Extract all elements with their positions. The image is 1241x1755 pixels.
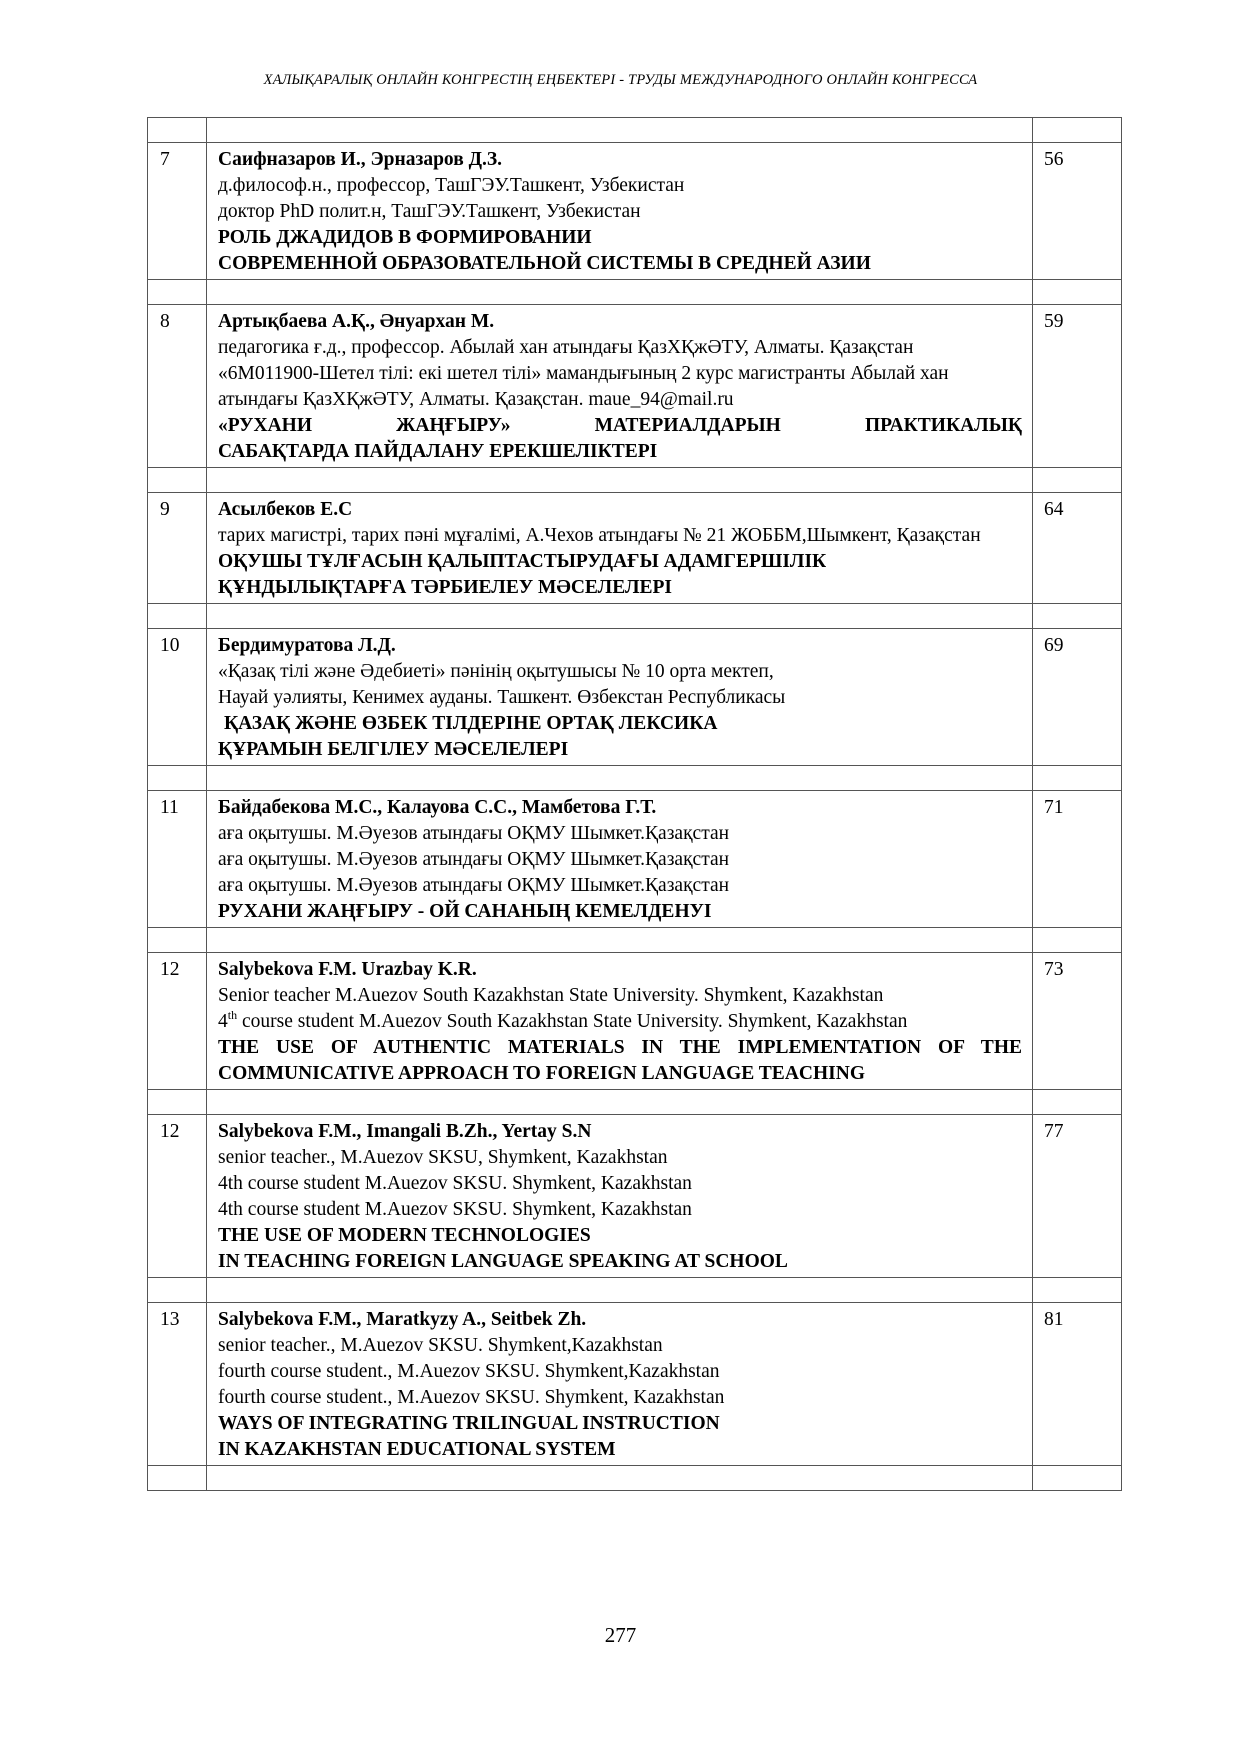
contents-entry	[148, 953, 1122, 1090]
entry-affiliation: доктор PhD полит.н, ТашГЭУ.Ташкент, Узбекистан	[218, 201, 641, 222]
entry-authors: Артықбаева А.Қ., Әнуархан М.	[218, 311, 495, 332]
entry-title-line: СОВРЕМЕННОЙ ОБРАЗОВАТЕЛЬНОЙ СИСТЕМЫ В СРЕДНЕЙ АЗИИ	[218, 253, 871, 274]
entry-affiliation: senior teacher., M.Auezov SKSU. Shymkent,Kazakhstan	[218, 1335, 663, 1356]
entry-page: 69	[1033, 629, 1122, 766]
entry-affiliation: педагогика ғ.д., профессор. Абылай хан атындағы ҚазХҚжӘТУ, Алматы. Қазақстан	[218, 337, 914, 358]
entry-body	[207, 1303, 1033, 1466]
entry-affiliation: Senior teacher M.Auezov South Kazakhstan State University. Shymkent, Kazakhstan	[218, 985, 884, 1006]
spacer-row	[148, 1090, 1122, 1115]
entry-title-line: IN KAZAKHSTAN EDUCATIONAL SYSTEM	[218, 1439, 616, 1460]
entry-authors: Salybekova F.M. Urazbay K.R.	[218, 959, 477, 980]
entry-body	[207, 1115, 1033, 1278]
entry-affiliation: 4th course student M.Auezov SKSU. Shymkent, Kazakhstan	[218, 1173, 692, 1194]
entry-number: 12	[148, 1115, 207, 1278]
spacer-row	[148, 468, 1122, 493]
entry-title-line: ҚҰНДЫЛЫҚТАРҒА ТӘРБИЕЛЕУ МӘСЕЛЕЛЕРІ	[218, 577, 672, 598]
entry-body	[207, 953, 1033, 1090]
contents-entry	[148, 143, 1122, 280]
entry-number: 7	[148, 143, 207, 280]
contents-entry	[148, 1303, 1122, 1466]
entry-authors: Бердимуратова Л.Д.	[218, 635, 396, 656]
entry-affiliation	[218, 1009, 1022, 1035]
entry-affiliation: аға оқытушы. М.Әуезов атындағы ОҚМУ Шымкет.Қазақстан	[218, 875, 730, 896]
entry-title-line: РУХАНИ ЖАҢҒЫРУ - ОЙ САНАНЫҢ КЕМЕЛДЕНУІ	[218, 901, 712, 922]
entry-number: 11	[148, 791, 207, 928]
entry-title-line: WAYS OF INTEGRATING TRILINGUAL INSTRUCTION	[218, 1413, 720, 1434]
entry-affiliation: «Қазақ тілі және Әдебиеті» пәнінің оқытушысы № 10 орта мектеп,	[218, 661, 774, 682]
entry-page: 59	[1033, 305, 1122, 468]
entry-title-line: ҚАЗАҚ ЖӘНЕ ӨЗБЕК ТІЛДЕРІНЕ ОРТАҚ ЛЕКСИКА	[224, 713, 718, 734]
contents-entry	[148, 629, 1122, 766]
spacer-row	[148, 928, 1122, 953]
affiliation-text: course student M.Auezov South Kazakhstan State University. Shymkent, Kazakhstan	[237, 1011, 908, 1032]
entry-body	[207, 493, 1033, 604]
entry-affiliation: д.философ.н., профессор, ТашГЭУ.Ташкент, Узбекистан	[218, 175, 685, 196]
contents-table	[147, 117, 1122, 1491]
entry-authors: Асылбеков Е.С	[218, 499, 353, 520]
entry-authors: Байдабекова М.С., Калауова С.С., Мамбетова Г.Т.	[218, 797, 657, 818]
entry-number: 13	[148, 1303, 207, 1466]
entry-title-line: САБАҚТАРДА ПАЙДАЛАНУ ЕРЕКШЕЛІКТЕРІ	[218, 441, 658, 462]
spacer-row	[148, 766, 1122, 791]
entry-number: 8	[148, 305, 207, 468]
spacer-row	[148, 280, 1122, 305]
entry-authors: Salybekova F.M., Imangali B.Zh., Yertay S.N	[218, 1121, 592, 1142]
entry-page: 56	[1033, 143, 1122, 280]
spacer-row	[148, 1466, 1122, 1491]
entry-title-line: ҚҰРАМЫН БЕЛГІЛЕУ МӘСЕЛЕЛЕРІ	[218, 739, 569, 760]
entry-page: 71	[1033, 791, 1122, 928]
entry-authors: Саифназаров И., Эрназаров Д.З.	[218, 149, 503, 170]
page-number: 277	[604, 1623, 637, 1647]
spacer-row	[148, 118, 1122, 143]
entry-page: 73	[1033, 953, 1122, 1090]
contents-entry	[148, 791, 1122, 928]
entry-title-line: IN TEACHING FOREIGN LANGUAGE SPEAKING AT SCHOOL	[218, 1251, 788, 1272]
entry-title-line: ОҚУШЫ ТҰЛҒАСЫН ҚАЛЫПТАСТЫРУДАҒЫ АДАМГЕРШІЛІК	[218, 551, 827, 572]
entry-affiliation: fourth course student., M.Auezov SKSU. Shymkent,Kazakhstan	[218, 1361, 720, 1382]
entry-page: 81	[1033, 1303, 1122, 1466]
running-header: ХАЛЫҚАРАЛЫҚ ОНЛАЙН КОНГРЕСТІҢ ЕҢБЕКТЕРІ - ТРУДЫ МЕЖДУНАРОДНОГО ОНЛАЙН КОНГРЕССА	[263, 72, 978, 88]
entry-title: THE USE OF AUTHENTIC MATERIALS IN THE IMPLEMENTATION OF THE COMMUNICATIVE APPROACH TO FOREIGN LANGUAGE TEACHING	[218, 1037, 1022, 1084]
entry-authors: Salybekova F.M., Maratkyzy A., Seitbek Zh.	[218, 1309, 587, 1330]
spacer-row	[148, 1278, 1122, 1303]
entry-affiliation: fourth course student., M.Auezov SKSU. Shymkent, Kazakhstan	[218, 1387, 725, 1408]
entry-body	[207, 305, 1033, 468]
spacer-row	[148, 604, 1122, 629]
entry-number: 10	[148, 629, 207, 766]
entry-affiliation: аға оқытушы. М.Әуезов атындағы ОҚМУ Шымкет.Қазақстан	[218, 823, 730, 844]
affiliation-ordinal: 4	[218, 1011, 228, 1032]
entry-affiliation: аға оқытушы. М.Әуезов атындағы ОҚМУ Шымкет.Қазақстан	[218, 849, 730, 870]
entry-number: 9	[148, 493, 207, 604]
entry-page: 77	[1033, 1115, 1122, 1278]
contents-entry	[148, 493, 1122, 604]
entry-affiliation: 4th course student M.Auezov SKSU. Shymkent, Kazakhstan	[218, 1199, 692, 1220]
entry-affiliation: тарих магистрі, тарих пәні мұғалімі, А.Чехов атындағы № 21 ЖОББМ,Шымкент, Қазақстан	[218, 525, 981, 546]
entry-body	[207, 143, 1033, 280]
entry-title-line: «РУХАНИ ЖАҢҒЫРУ» МАТЕРИАЛДАРЫН ПРАКТИКАЛЫҚ	[218, 415, 1022, 436]
entry-affiliation: senior teacher., M.Auezov SKSU, Shymkent, Kazakhstan	[218, 1147, 668, 1168]
entry-title-line: РОЛЬ ДЖАДИДОВ В ФОРМИРОВАНИИ	[218, 227, 592, 248]
contents-entry	[148, 1115, 1122, 1278]
entry-page: 64	[1033, 493, 1122, 604]
entry-affiliation: Науай уәлияты, Кенимех ауданы. Ташкент. Өзбекстан Республикасы	[218, 687, 786, 708]
entry-title-line: THE USE OF MODERN TECHNOLOGIES	[218, 1225, 591, 1246]
entry-affiliation: «6М011900-Шетел тілі: екі шетел тілі» мамандығының 2 курс магистранты Абылай хан атындағы ҚазХҚжӘТУ, Алматы. Қазақстан. maue_94@mail.ru	[218, 363, 949, 410]
entry-body	[207, 791, 1033, 928]
ordinal-suffix: th	[227, 1008, 238, 1022]
entry-number: 12	[148, 953, 207, 1090]
entry-body	[207, 629, 1033, 766]
contents-entry	[148, 305, 1122, 468]
